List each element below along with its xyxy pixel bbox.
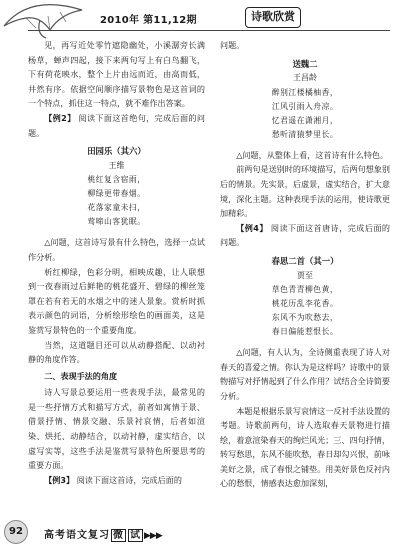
- poem-author: 王昌龄: [293, 73, 317, 83]
- example-text: 阅读下面这首唐诗，完成后面的问题。: [220, 222, 390, 248]
- issue-label: 2010年 第11,12期: [100, 15, 197, 26]
- poem-title: 春思二首（其一）: [271, 255, 339, 266]
- section-heading: 二、表现手法的角度: [44, 370, 118, 381]
- poem: [220, 57, 390, 142]
- poem: [220, 254, 390, 339]
- arrows-icon: ▶▶▶: [144, 531, 162, 541]
- poem-line: 花落家童未扫，: [87, 203, 146, 213]
- poem-line: 桃红复含宿雨，: [87, 175, 146, 185]
- example-tag: 【例2】: [44, 112, 76, 123]
- paragraph: 析红柳绿，色彩分明，相映成趣，让人联想到一夜春雨过后鲜艳的桃花盛开、碧绿的柳丝笼罩在若有若无的水烟之中的迷人景象。赏析时抓表示颜色的词语，分析绘形绘色的画面美，这是鉴赏写景特色的一个重要角度。: [28, 266, 205, 335]
- paragraph: 见，再写近处零竹遮隐幽处，小溪潺旁长满杨草，蝉声四起，接下来两句写上有白鸟翻飞，下有荷花映水，整个上片由远而近，由高而低，井然有序。依据空间顺序描写景物色是这首词的一个特点，抓住这一特点，就不难作出答案。: [28, 40, 205, 109]
- footer-box-char: 试: [130, 530, 141, 541]
- example-text: 阅读下面这首绝句，完成后面的问题。: [28, 112, 205, 138]
- page-number: 92: [4, 520, 28, 544]
- question: △问题，这首诗写景有什么特色，选择一点试作分析。: [28, 237, 205, 262]
- poem-line: 草色青青柳色黄，: [271, 285, 339, 295]
- poem: [28, 144, 205, 229]
- paragraph: 诗人写景总要运用一些表现手法，最常见的是一些抒情方式和描写方式，前者如寓情于景、借景抒情、情景交融、乐景衬哀情，后者如渲染、烘托、动静结合，以动衬静，虚实结合，以虚写实等，这些手法是鉴赏写景特色所要思考的重要方面。: [28, 387, 205, 471]
- umbrella-icon: [0, 0, 86, 40]
- paragraph: 本题是根据乐景写哀情这一反衬手法设置的考题。诗歌前两句，诗人选取春天景物进行描绘，着意渲染春天的绚烂风光；三、四句抒情，转写愁思，东风不能吹愁，春日却勾兴恨，前咏美好之景，成了春恨之铺垫。用美好景色反衬内心的愁恨，情感表达愈加深刻，: [220, 405, 390, 489]
- poem-line: 桃花历乱李花香。: [271, 299, 339, 309]
- poem-line: 柳绿更带春烟。: [87, 189, 146, 199]
- page-header: [0, 0, 400, 40]
- poem-line: 醉别江楼橘柚香，: [271, 87, 339, 97]
- footer-title: [44, 526, 162, 542]
- poem-line: 江风引雨入舟凉。: [271, 101, 339, 111]
- example-2: [28, 111, 205, 140]
- footer-title-text: 高考语文复习: [44, 530, 110, 541]
- page-footer: [0, 520, 400, 550]
- column-badge: 诗歌欣赏: [245, 7, 301, 28]
- paragraph: 前两句是送别时的环境描写，后两句想象别后的情景。先实景，后虚景，虚实结合，扩大意境，深化主题。这种表现手法的运用，使诗歌更加精彩。: [220, 164, 390, 219]
- example-text: 阅读下面这首诗，完成后面的: [76, 474, 182, 485]
- paragraph: 问题。: [220, 40, 245, 50]
- example-tag: 【例3】: [44, 474, 75, 485]
- poem-line: 莺啼山客犹眠。: [87, 217, 146, 227]
- question: △问题，从整体上看，这首诗有什么特色。: [236, 149, 389, 160]
- left-column: [28, 38, 205, 487]
- example-4: [220, 221, 390, 250]
- question: △问题，有人认为，全诗侧重表现了诗人对春天的喜爱之情。你认为是这样吗？诗歌中的景物描写对抒情起到了什么作用？试结合全诗简要分析。: [220, 347, 390, 401]
- poem-line: 春日偏能惹恨长。: [271, 327, 339, 337]
- poem-author: 王维: [108, 160, 125, 170]
- poem-title: 送魏二: [292, 58, 318, 69]
- header-rule: [28, 30, 390, 31]
- poem-title: 田园乐（其六）: [87, 146, 146, 157]
- right-column: [220, 38, 390, 491]
- poem-author: 贾至: [297, 270, 313, 280]
- poem-line: 东风不为吹愁去，: [271, 313, 339, 323]
- example-3: [28, 473, 205, 488]
- poem-line: 愁听清猿梦里长。: [271, 129, 339, 139]
- example-tag: 【例4】: [236, 222, 268, 233]
- poem-line: 忆君遥在潇湘月，: [271, 115, 339, 125]
- footer-box-char: 微: [113, 530, 124, 541]
- paragraph: 当然，这道题目还可以从动静搭配、以动衬静的角度作答。: [28, 339, 205, 365]
